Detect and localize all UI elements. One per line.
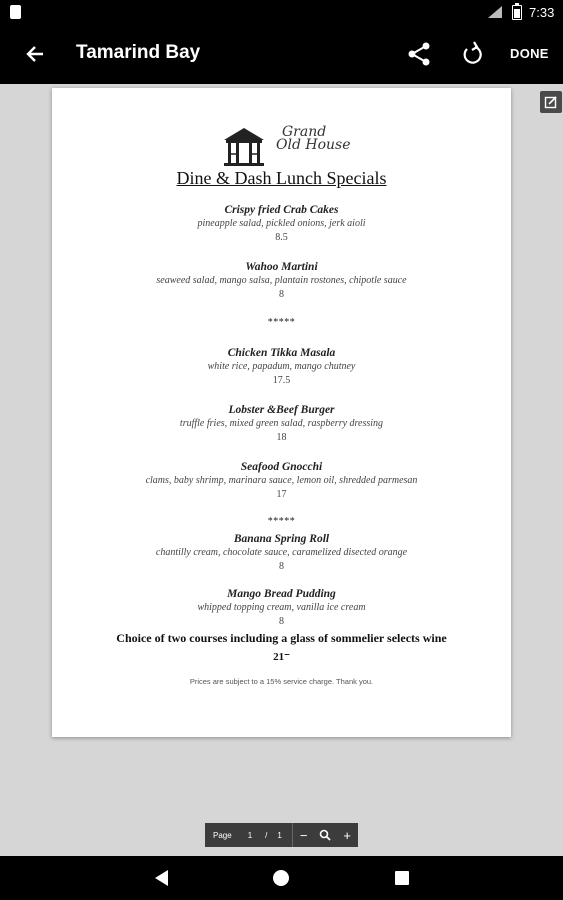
dish-price: 8 <box>279 289 284 300</box>
status-time: 7:33 <box>529 5 555 20</box>
dish-name: Banana Spring Roll <box>233 533 330 545</box>
dish-desc: seaweed salad, mango salsa, plantain rostones, chipotle sauce <box>156 275 407 286</box>
dish-price: 8 <box>279 561 284 572</box>
menu-item <box>0 403 563 445</box>
logo-line-2: Old House <box>276 137 351 153</box>
menu-item <box>0 587 563 629</box>
dish-name: Chicken Tikka Masala <box>227 347 336 359</box>
logo-line-1: Grand <box>282 124 327 140</box>
share-button[interactable] <box>406 41 432 67</box>
separator: ***** <box>267 516 296 527</box>
system-nav-bar <box>0 856 563 900</box>
magnifier-icon <box>319 829 331 841</box>
menu-item <box>0 260 563 302</box>
battery-icon <box>512 5 522 20</box>
menu-item <box>0 460 563 502</box>
zoom-button[interactable] <box>315 823 337 847</box>
menu-item <box>0 203 563 245</box>
nav-home-button[interactable] <box>273 870 289 886</box>
page-label: Page <box>213 830 232 840</box>
page-toolbar <box>205 823 358 847</box>
page-current-input[interactable]: 1 <box>247 830 253 840</box>
nav-back-button[interactable] <box>155 870 168 886</box>
app-title: Tamarind Bay <box>76 42 201 63</box>
dish-name: Lobster &Beef Burger <box>228 404 335 416</box>
dish-name: Crispy fried Crab Cakes <box>224 204 339 216</box>
dish-desc: white rice, papadum, mango chutney <box>207 361 356 372</box>
menu-title: Dine & Dash Lunch Specials <box>176 168 387 188</box>
edit-icon <box>544 95 558 109</box>
dish-desc: truffle fries, mixed green salad, raspberry dressing <box>179 418 384 429</box>
dish-price: 8 <box>279 616 284 627</box>
app-bar <box>0 24 563 84</box>
dish-price: 18 <box>276 432 287 443</box>
back-button[interactable] <box>22 41 48 67</box>
choice-price: 21⁻ <box>273 651 290 663</box>
menu-item <box>0 346 563 388</box>
page-separator: / <box>265 830 268 840</box>
dish-desc: clams, baby shrimp, marinara sauce, lemon oil, shredded parmesan <box>145 475 418 486</box>
dish-name: Wahoo Martini <box>245 261 318 273</box>
nav-recents-button[interactable] <box>395 871 409 885</box>
logo-script <box>268 126 351 152</box>
share-icon <box>406 41 432 67</box>
dish-name: Mango Bread Pudding <box>227 588 336 600</box>
dish-price: 17.5 <box>272 375 291 386</box>
choice-text: Choice of two courses including a glass of sommelier selects wine <box>116 631 447 645</box>
restaurant-logo <box>222 124 354 168</box>
zoom-out-button[interactable]: − <box>299 827 308 843</box>
separator: ***** <box>267 317 296 328</box>
rotate-icon <box>459 41 485 67</box>
dish-price: 8.5 <box>275 232 288 243</box>
dish-name: Seafood Gnocchi <box>240 461 323 473</box>
dish-desc: whipped topping cream, vanilla ice cream <box>197 602 366 613</box>
edit-button[interactable] <box>540 91 562 113</box>
zoom-in-button[interactable]: + <box>343 827 351 843</box>
rotate-button[interactable] <box>459 41 485 67</box>
status-bar <box>0 0 563 24</box>
arrow-left-icon <box>25 44 45 64</box>
sd-card-icon <box>10 5 21 19</box>
footnote: Prices are subject to a 15% service charge. Thank you. <box>189 677 374 686</box>
page-total: 1 <box>277 830 282 840</box>
done-button[interactable]: DONE <box>510 46 549 61</box>
menu-item <box>0 532 563 574</box>
gazebo-logo-icon <box>222 124 266 168</box>
signal-icon <box>488 6 502 18</box>
dish-price: 17 <box>276 489 287 500</box>
dish-desc: pineapple salad, pickled onions, jerk aioli <box>197 218 366 229</box>
dish-desc: chantilly cream, chocolate sauce, caramelized disected orange <box>155 547 408 558</box>
